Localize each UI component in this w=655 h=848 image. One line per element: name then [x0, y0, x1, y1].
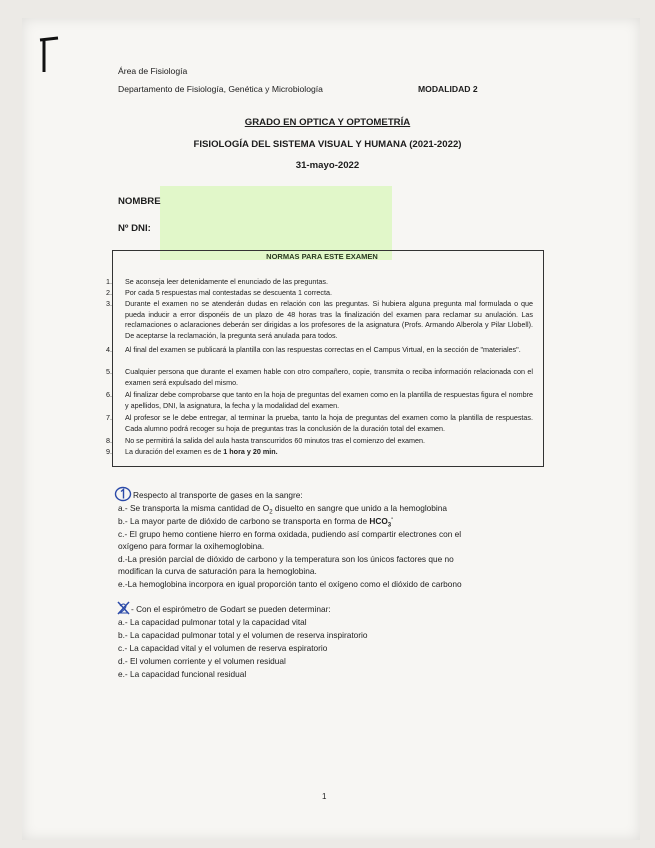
- rule-item: 7. Al profesor se le debe entregar, al terminar la prueba, tanto la hoja de preguntas del examen como la plantilla de respuestas. Cada alumno podrá recoger su hoja de preguntas tras la conclusión de la duración total del examen.: [106, 413, 533, 433]
- question-2-option-e: e.- La capacidad funcional residual: [118, 669, 247, 679]
- question-2-option-d: d.- El volumen corriente y el volumen residual: [118, 656, 286, 666]
- name-label: NOMBRE: [118, 196, 161, 207]
- name-redaction-highlight: [160, 186, 392, 260]
- question-1-option-e: e.-La hemoglobina incorpora en igual proporción tanto el oxígeno como el dióxido de carbono: [118, 579, 462, 589]
- rule-item: 3. Durante el examen no se atenderán dudas en relación con las preguntas. Si hubiera alguna pregunta mal formulada o que pueda inducir a error disponéis de un plazo de 48 horas tras la finalización del examen para reclamar su anulación. Las reclamaciones o aclaraciones deberán ser dirigidas a los profesores de la asignatura (Profs. Armando Alberola y Pilar Llobell). De aceptarse la reclamación, la pregunta será anulada para todos.: [106, 299, 533, 340]
- department-label: Departamento de Fisiología, Genética y Microbiología: [118, 84, 323, 94]
- rule-item: 8. No se permitirá la salida del aula hasta transcurridos 60 minutos tras el comienzo del examen.: [106, 436, 426, 445]
- rule-item: 2. Por cada 5 respuestas mal contestadas se descuenta 1 correcta.: [106, 288, 332, 297]
- question-2-option-b: b.- La capacidad pulmonar total y el volumen de reserva inspiratorio: [118, 630, 368, 640]
- staple-mark: [38, 34, 60, 74]
- question-1-option-b: b.- La mayor parte de dióxido de carbono se transporta en forma de $HCO_3^-$: [118, 516, 394, 529]
- dni-label: Nº DNI:: [118, 223, 151, 234]
- degree-title: GRADO EN OPTICA Y OPTOMETRÍA: [244, 117, 411, 128]
- question-1-option-d: d.-La presión parcial de dióxido de carbono y la temperatura son los únicos factores que no: [118, 554, 454, 564]
- modality-label: MODALIDAD 2: [418, 84, 478, 94]
- rule-item: 9. La duración del examen es de 1 hora y 20 min.: [106, 447, 278, 456]
- question-1-option-d-cont: modifican la curva de saturación para la hemoglobina.: [118, 566, 317, 576]
- question-1-option-c-cont: oxígeno para formar la oxihemoglobina.: [118, 541, 265, 551]
- subject-title: FISIOLOGÍA DEL SISTEMA VISUAL Y HUMANA (2021-2022): [193, 139, 462, 150]
- question-2-stem: - Con el espirómetro de Godart se pueden determinar:: [131, 604, 331, 614]
- question-1-stem: Respecto al transporte de gases en la sangre:: [133, 490, 303, 500]
- rule-item: 1. Se aconseja leer detenidamente el enunciado de las preguntas.: [106, 277, 328, 286]
- rule-item: 6. Al finalizar debe comprobarse que tanto en la hoja de preguntas del examen como en la plantilla de respuestas figura el nombre y apellidos, DNI, la asignatura, la fecha y la modalidad del examen.: [106, 390, 533, 410]
- question-2-option-a: a.- La capacidad pulmonar total y la capacidad vital: [118, 617, 307, 627]
- circled-number-1-icon: [114, 486, 134, 502]
- rule-item: 5. Cualquier persona que durante el examen hable con otro compañero, copie, transmita o reciba información relacionada con el examen será expulsado del mismo.: [106, 367, 533, 387]
- question-1-option-a: a.- Se transporta la misma cantidad de $O_2$ disuelto en sangre que unido a la hemoglobina: [118, 503, 447, 516]
- rule-item: 4. Al final del examen se publicará la plantilla con las respuestas correctas en el Campus Virtual, en la sección de "materiales".: [106, 345, 521, 354]
- area-label: Área de Fisiología: [118, 66, 188, 76]
- question-2-option-c: c.- La capacidad vital y el volumen de reserva espiratorio: [118, 643, 328, 653]
- exam-date: 31-mayo-2022: [295, 160, 360, 171]
- question-1-option-c: c.- El grupo hemo contiene hierro en forma oxidada, pudiendo así compartir electrones con el: [118, 529, 462, 539]
- page-number: 1: [322, 792, 327, 801]
- rules-heading: NORMAS PARA ESTE EXAMEN: [266, 252, 378, 261]
